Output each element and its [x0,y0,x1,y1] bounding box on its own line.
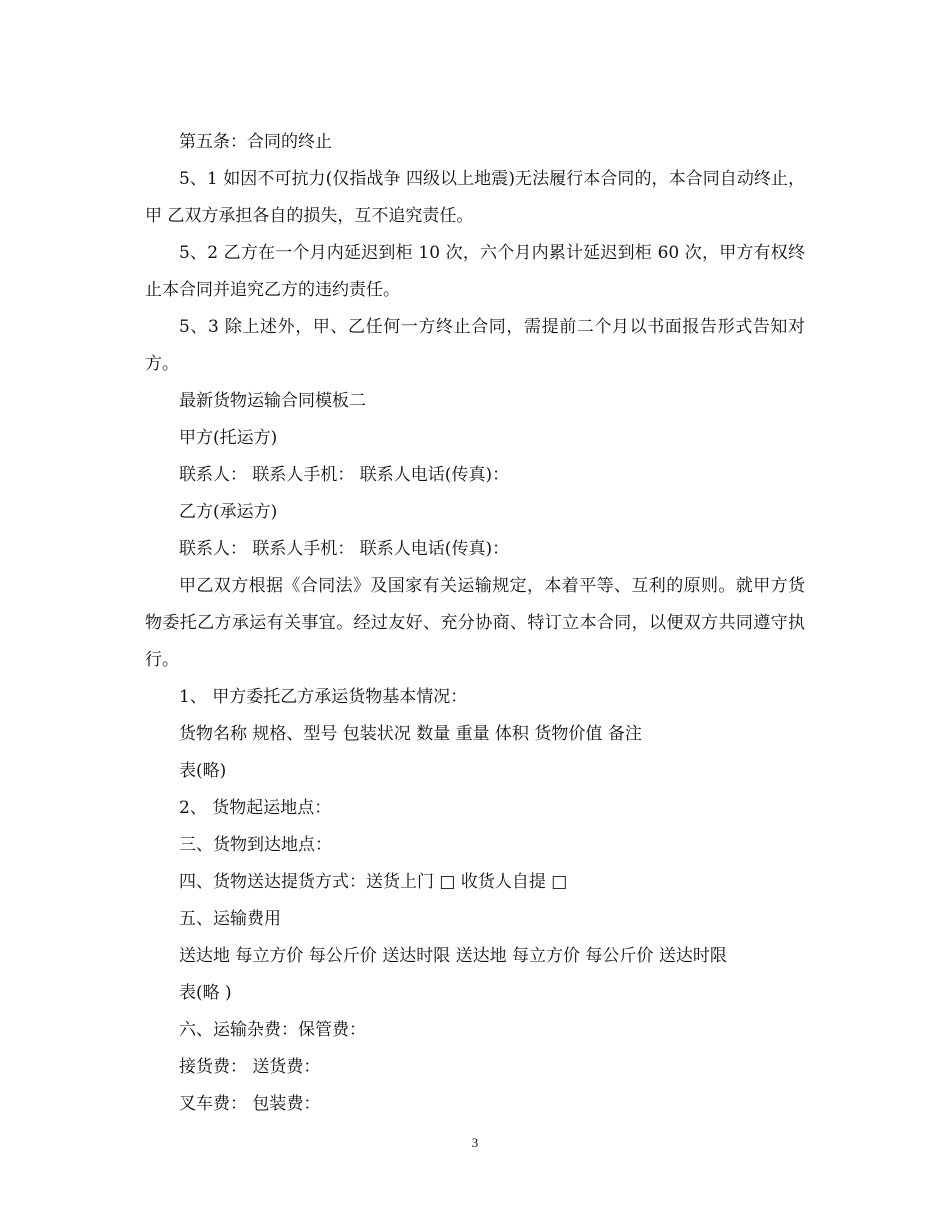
section-2-origin: 2、 货物起运地点： [179,798,332,818]
pickup-delivery-fees: 接货费： 送货费： [179,1057,321,1077]
section-5-freight: 五、运输费用 [179,909,281,929]
preamble: 甲乙双方根据《合同法》及国家有关运输规定，本着平等、互利的原则。就甲方货物委托乙方承运有关事宜。经过友好、充分协商、特订立本合同，以便双方共同遵守执行。 [145,576,805,670]
freight-table-header: 送达地 每立方价 每公斤价 送达时限 送达地 每立方价 每公斤价 送达时限 [179,946,727,966]
section-4-delivery-method: 四、货物送达提货方式：送货上门 □ 收货人自提 □ [179,872,568,892]
party-b-label: 乙方(承运方) [179,502,278,522]
section-6-misc-fees: 六、运输杂费：保管费： [179,1020,366,1040]
freight-table-omitted-note: 表(略 ) [179,983,232,1003]
goods-table-header: 货物名称 规格、型号 包装状况 数量 重量 体积 货物价值 备注 [179,724,642,744]
section-1-goods-info: 1、 甲方委托乙方承运货物基本情况： [179,687,468,707]
table-omitted-note: 表(略) [179,761,227,781]
document-body [145,124,805,1123]
section-3-destination: 三、货物到达地点： [179,835,332,855]
page-number: 3 [471,1135,479,1150]
party-a-contact: 联系人： 联系人手机： 联系人电话(传真)： [179,465,510,485]
clause-5-2: 5、2 乙方在一个月内延迟到柜 10 次，六个月内累计延迟到柜 60 次，甲方有权终止本合同并追究乙方的违约责任。 [145,243,805,300]
clause-5-1: 5、1 如因不可抗力(仅指战争 四级以上地震)无法履行本合同的，本合同自动终止，甲 乙双方承担各自的损失，互不追究责任。 [145,169,805,226]
party-a-label: 甲方(托运方) [179,428,278,448]
forklift-packing-fees: 叉车费： 包装费： [179,1094,321,1114]
template-two-title: 最新货物运输合同模板二 [179,391,366,411]
party-b-contact: 联系人： 联系人手机： 联系人电话(传真)： [179,539,510,559]
article-5-heading: 第五条：合同的终止 [179,132,332,152]
clause-5-3: 5、3 除上述外，甲、乙任何一方终止合同，需提前二个月以书面报告形式告知对方。 [145,317,805,374]
